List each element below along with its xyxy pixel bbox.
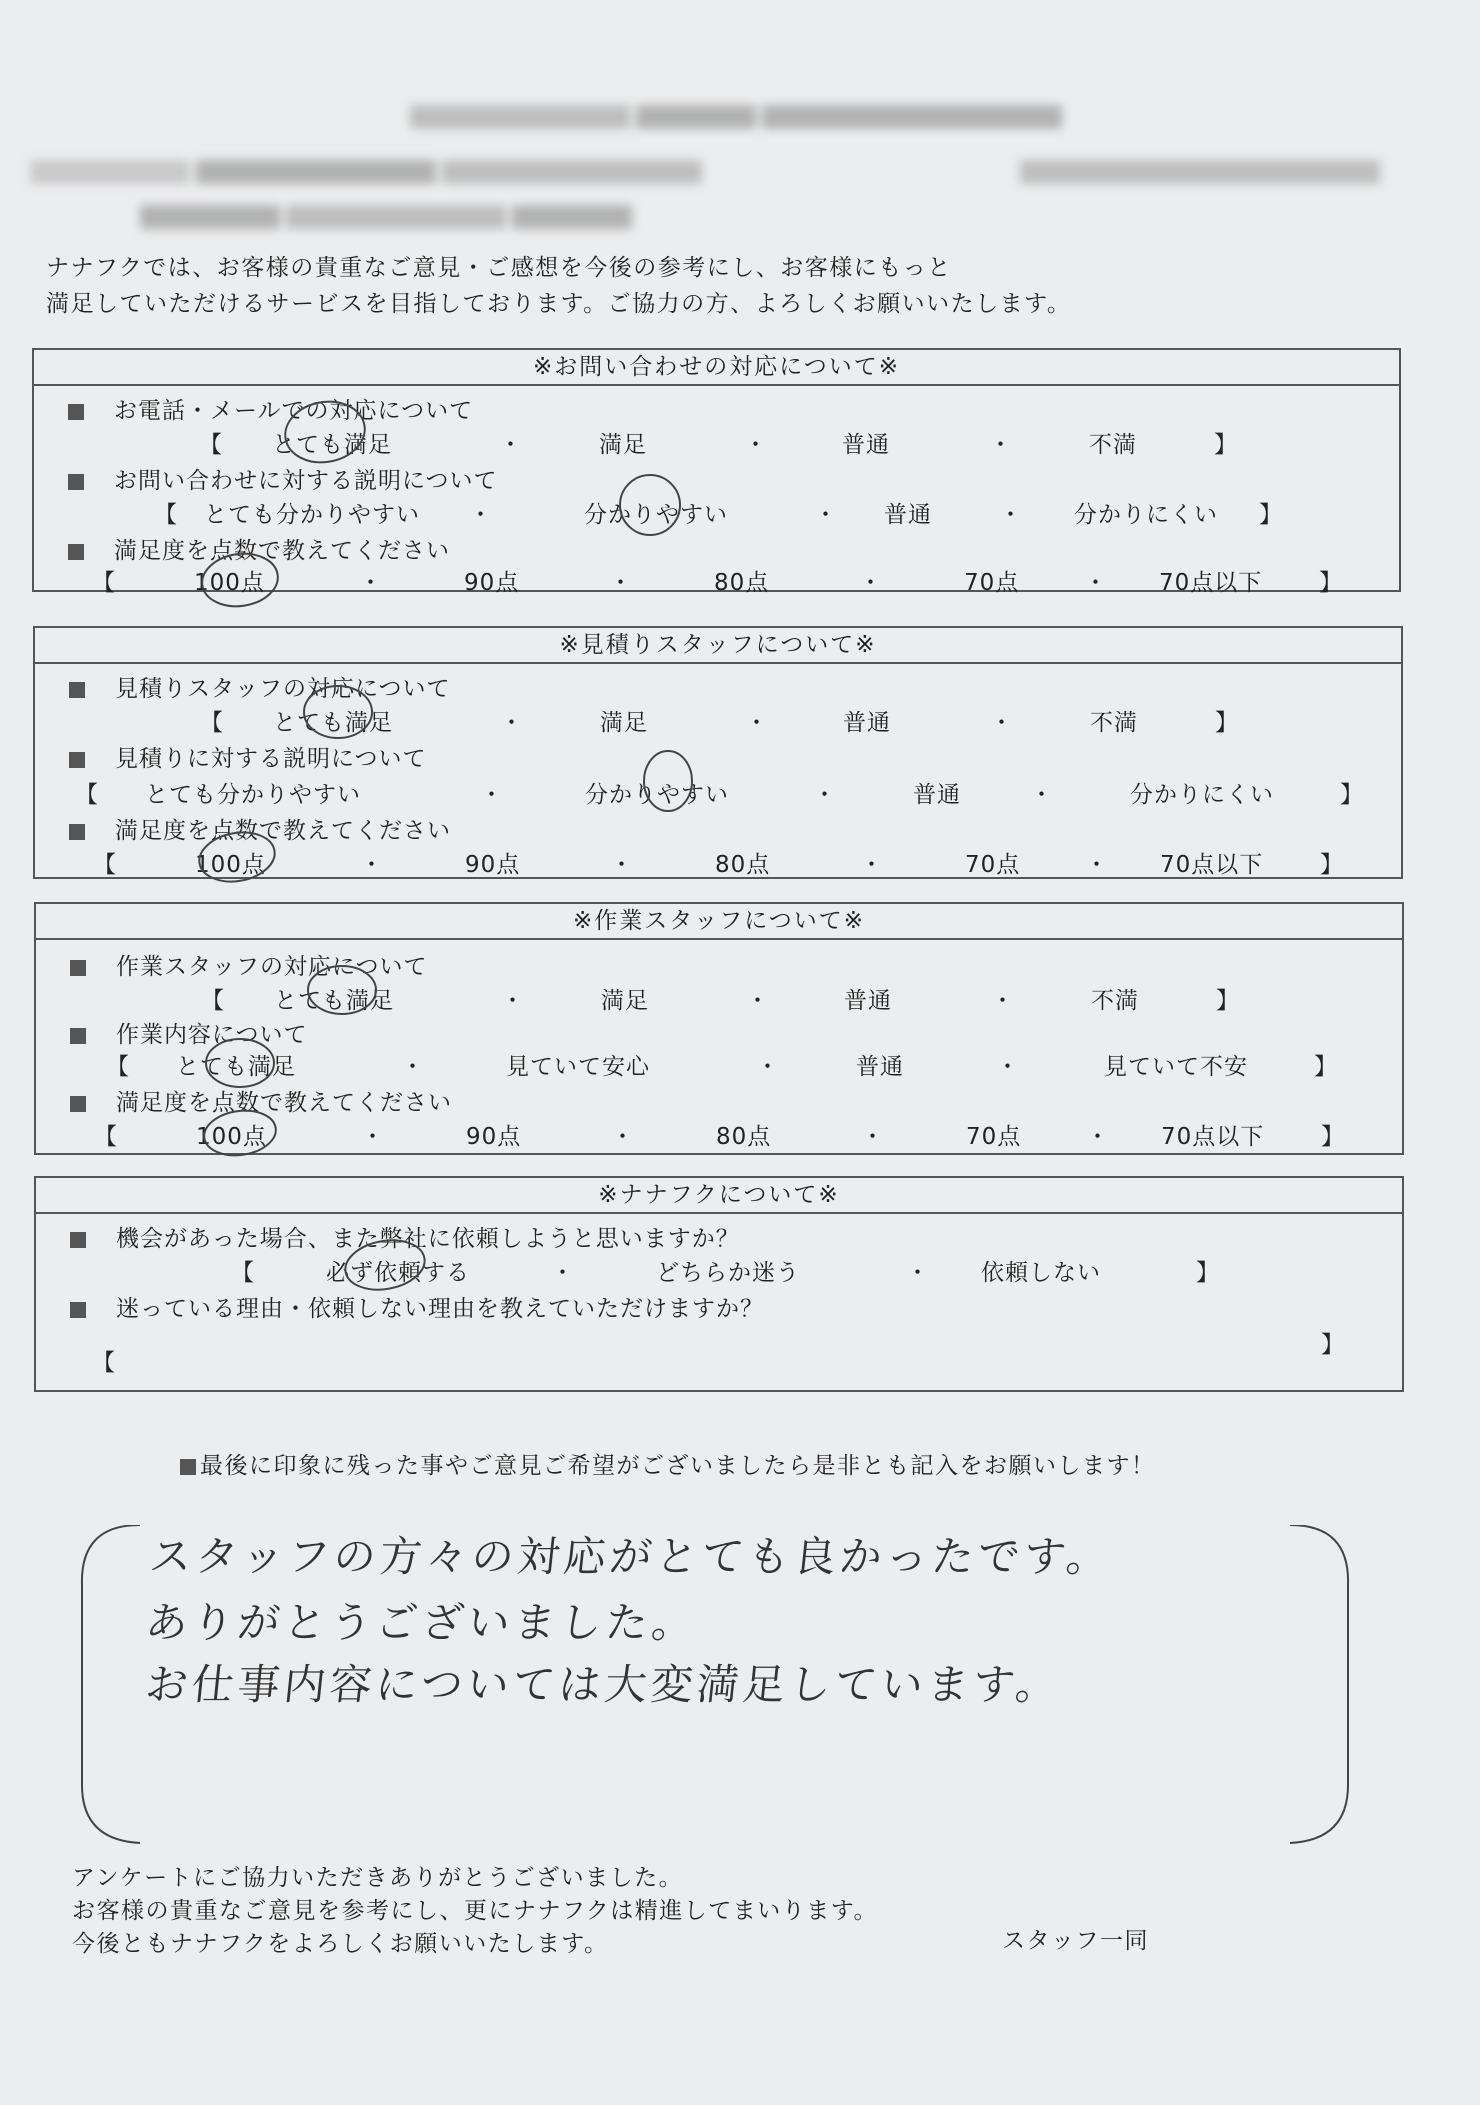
answer-circle xyxy=(206,1039,274,1087)
separator: ・ xyxy=(359,570,382,596)
bracket-open: 【 xyxy=(93,852,116,878)
option-80[interactable]: 80点 xyxy=(715,852,771,878)
intro-line-2: 満足していただけるサービスを目指しております。ご協力の方、よろしくお願いいたします。 xyxy=(46,291,1072,317)
question-label: 見積りに対する説明について xyxy=(69,740,427,773)
bracket-close: 】 xyxy=(1314,1054,1337,1080)
separator: ・ xyxy=(906,1260,929,1286)
option-normal[interactable]: 普通 xyxy=(913,782,961,808)
option-undecided[interactable]: どちらか迷う xyxy=(656,1260,800,1286)
separator: ・ xyxy=(1086,1124,1109,1150)
final-prompt-text: 最後に印象に残った事やご意見ご希望がございましたら是非とも記入をお願いします！ xyxy=(200,1453,1156,1479)
option-below-70[interactable]: 70点以下 xyxy=(1161,1124,1265,1150)
separator: ・ xyxy=(814,502,837,528)
separator: ・ xyxy=(499,432,522,458)
separator: ・ xyxy=(1085,852,1108,878)
question-label: お電話・メールでの対応について xyxy=(68,392,473,425)
option-clear[interactable]: 分かりやすい xyxy=(584,502,728,528)
intro-line-1: ナナフクでは、お客様の貴重なご意見・ご感想を今後の参考にし、お客様にもっと xyxy=(46,255,952,281)
section-header: ※ナナフクについて※ xyxy=(36,1178,1402,1214)
handwritten-line-2: ありがとうございました。 xyxy=(143,1598,701,1647)
question-label: 満足度を点数で教えてください xyxy=(69,812,451,845)
option-dissatisfied[interactable]: 不満 xyxy=(1091,988,1139,1014)
separator: ・ xyxy=(859,570,882,596)
bracket-open: 【 xyxy=(92,1350,115,1376)
question-label: 満足度を点数で教えてください xyxy=(68,532,450,565)
answer-circle xyxy=(280,396,369,469)
answer-circle xyxy=(341,1234,428,1295)
separator: ・ xyxy=(996,1054,1019,1080)
final-prompt xyxy=(180,1447,1156,1480)
separator: ・ xyxy=(1084,570,1107,596)
separator: ・ xyxy=(609,570,632,596)
answer-circle xyxy=(201,1106,278,1160)
bracket-open: 【 xyxy=(154,502,177,528)
option-100[interactable]: 100点 xyxy=(195,852,266,878)
question-label: 作業内容について xyxy=(70,1016,308,1049)
answer-circle xyxy=(304,686,372,738)
bracket-close: 】 xyxy=(1340,782,1363,808)
answer-circle xyxy=(308,966,376,1014)
handwritten-line-1: スタッフの方々の対応がとても良かったです。 xyxy=(147,1532,1115,1581)
bracket-open: 【 xyxy=(92,570,115,596)
answer-circle xyxy=(620,475,680,535)
separator: ・ xyxy=(813,782,836,808)
bracket-open: 【 xyxy=(199,432,222,458)
question-label: 満足度を点数で教えてください xyxy=(70,1084,452,1117)
separator: ・ xyxy=(401,1054,424,1080)
bracket-close: 】 xyxy=(1216,988,1239,1014)
separator: ・ xyxy=(361,1124,384,1150)
bracket-close: 】 xyxy=(1214,432,1237,458)
option-below-70[interactable]: 70点以下 xyxy=(1160,852,1264,878)
option-dissatisfied[interactable]: 不満 xyxy=(1090,710,1138,736)
separator: ・ xyxy=(990,710,1013,736)
separator: ・ xyxy=(480,782,503,808)
question-label: 作業スタッフの対応について xyxy=(70,948,428,981)
option-satisfied[interactable]: 満足 xyxy=(599,432,647,458)
option-very-satisfied[interactable]: とても満足 xyxy=(176,1054,296,1080)
separator: ・ xyxy=(500,710,523,736)
bracket-open: 【 xyxy=(94,1124,117,1150)
staff-signature: スタッフ一同 xyxy=(1002,1928,1149,1954)
option-reassured[interactable]: 見ていて安心 xyxy=(506,1054,650,1080)
option-normal[interactable]: 普通 xyxy=(842,432,890,458)
separator: ・ xyxy=(756,1054,779,1080)
separator: ・ xyxy=(611,1124,634,1150)
bracket-close: 】 xyxy=(1319,570,1342,596)
option-normal[interactable]: 普通 xyxy=(844,988,892,1014)
option-below-70[interactable]: 70点以下 xyxy=(1159,570,1263,596)
option-no-request[interactable]: 依頼しない xyxy=(981,1260,1101,1286)
separator: ・ xyxy=(745,710,768,736)
option-dissatisfied[interactable]: 不満 xyxy=(1089,432,1137,458)
separator: ・ xyxy=(989,432,1012,458)
bracket-close: 】 xyxy=(1320,852,1343,878)
separator: ・ xyxy=(469,502,492,528)
question-label: 機会があった場合、また弊社に依頼しようと思いますか？ xyxy=(70,1220,740,1253)
option-80[interactable]: 80点 xyxy=(716,1124,772,1150)
option-90[interactable]: 90点 xyxy=(466,1124,522,1150)
section-header: ※作業スタッフについて※ xyxy=(36,904,1402,940)
option-100[interactable]: 100点 xyxy=(194,570,265,596)
outro-text xyxy=(72,1862,878,1961)
option-very-clear[interactable]: とても分かりやすい xyxy=(204,502,420,528)
answer-circle xyxy=(195,827,278,887)
option-very-satisfied[interactable]: とても満足 xyxy=(272,432,392,458)
option-satisfied[interactable]: 満足 xyxy=(601,988,649,1014)
option-satisfied[interactable]: 満足 xyxy=(600,710,648,736)
separator: ・ xyxy=(360,852,383,878)
option-very-satisfied[interactable]: とても満足 xyxy=(273,710,393,736)
option-70[interactable]: 70点 xyxy=(966,1124,1022,1150)
separator: ・ xyxy=(1030,782,1053,808)
option-definitely-request[interactable]: 必ず依頼する xyxy=(326,1260,470,1286)
option-normal[interactable]: 普通 xyxy=(856,1054,904,1080)
option-very-clear[interactable]: とても分かりやすい xyxy=(145,782,361,808)
option-uneasy[interactable]: 見ていて不安 xyxy=(1104,1054,1248,1080)
section-header: ※見積りスタッフについて※ xyxy=(35,628,1401,664)
answer-circle xyxy=(644,751,692,811)
bracket-close: 】 xyxy=(1321,1124,1344,1150)
option-70[interactable]: 70点 xyxy=(965,852,1021,878)
bracket-open: 【 xyxy=(231,1260,254,1286)
question-label: 迷っている理由・依頼しない理由を教えていただけますか？ xyxy=(70,1290,764,1323)
option-90[interactable]: 90点 xyxy=(465,852,521,878)
section-header: ※お問い合わせの対応について※ xyxy=(34,350,1399,386)
bracket-close: 】 xyxy=(1259,502,1282,528)
option-90[interactable]: 90点 xyxy=(464,570,520,596)
separator: ・ xyxy=(744,432,767,458)
handwritten-line-3: お仕事内容については大変満足しています。 xyxy=(143,1660,1065,1709)
separator: ・ xyxy=(999,502,1022,528)
option-unclear[interactable]: 分かりにくい xyxy=(1074,502,1218,528)
bracket-close: 】 xyxy=(1215,710,1238,736)
separator: ・ xyxy=(501,988,524,1014)
question-label: お問い合わせに対する説明について xyxy=(68,462,498,495)
option-80[interactable]: 80点 xyxy=(714,570,770,596)
separator: ・ xyxy=(860,852,883,878)
separator: ・ xyxy=(610,852,633,878)
outro-line-3: 今後ともナナフクをよろしくお願いいたします。 xyxy=(72,1931,609,1957)
bracket-open: 【 xyxy=(106,1054,129,1080)
separator: ・ xyxy=(991,988,1014,1014)
option-very-satisfied[interactable]: とても満足 xyxy=(274,988,394,1014)
separator: ・ xyxy=(746,988,769,1014)
separator: ・ xyxy=(551,1260,574,1286)
outro-line-1: アンケートにご協力いただきありがとうございました。 xyxy=(72,1865,684,1891)
option-70[interactable]: 70点 xyxy=(964,570,1020,596)
bracket-open: 【 xyxy=(200,710,223,736)
option-normal[interactable]: 普通 xyxy=(884,502,932,528)
answer-circle xyxy=(199,549,281,611)
option-normal[interactable]: 普通 xyxy=(843,710,891,736)
outro-line-2: お客様の貴重なご意見を参考にし、更にナナフクは精進してまいります。 xyxy=(72,1898,878,1924)
checkbox-icon xyxy=(180,1459,196,1475)
bracket-open: 【 xyxy=(75,782,98,808)
option-100[interactable]: 100点 xyxy=(196,1124,267,1150)
bracket-open: 【 xyxy=(201,988,224,1014)
question-label: 見積りスタッフの対応について xyxy=(69,670,451,703)
separator: ・ xyxy=(861,1124,884,1150)
option-clear[interactable]: 分かりやすい xyxy=(585,782,729,808)
bracket-close: 】 xyxy=(1321,1332,1344,1358)
bracket-close: 】 xyxy=(1196,1260,1219,1286)
option-unclear[interactable]: 分かりにくい xyxy=(1130,782,1274,808)
